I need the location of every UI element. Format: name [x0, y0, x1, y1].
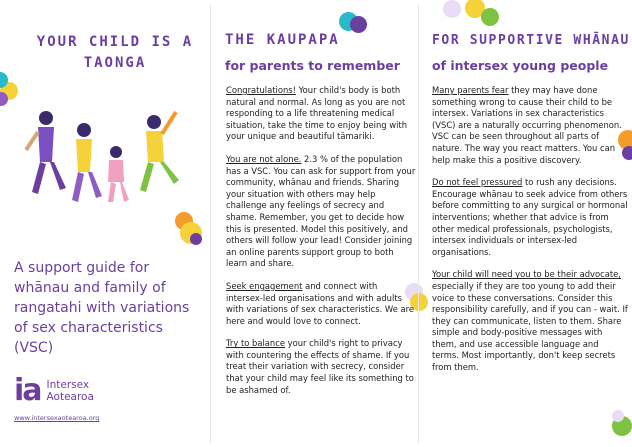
- paragraph: [226, 85, 416, 143]
- paragraph: [432, 269, 628, 373]
- family-walking-illustration: [16, 100, 186, 210]
- paragraph-lead: Try to balance: [226, 338, 285, 349]
- paragraph: [226, 154, 416, 270]
- paragraph-text: they may have done something wrong to cause their child to be intersex. Variations in sex characteristics (VSC) are a naturally occurring phenomenon. VSC can be seen throughout all parts of nature. The way you react matters. You can help make this a positive discovery.: [432, 85, 622, 165]
- paragraph-text: Your child's body is both natural and normal. As long as you are not responding to a life threatening medical situation, take the time to enjoy being with your unique and beautiful tāmariki.: [226, 85, 408, 142]
- logo-wordmark: [47, 379, 94, 403]
- section-subheading: for parents to remember: [225, 58, 400, 73]
- paragraph-text: and connect with intersex-led organisations and with adults with variations of sex characteristics. We are here and would love to connect.: [226, 280, 415, 326]
- paragraph: [432, 85, 628, 166]
- paragraph-text: to rush any decisions. Encourage whānau to seek advice from others before committing to any surgical or hormonal interventions; whether that advice is from other medical professionals, psychologists, intersex individuals or intersex-led organisations.: [432, 177, 628, 257]
- panel-left: [0, 0, 210, 447]
- cover-title: YOUR CHILD IS A TAONGA: [36, 34, 194, 71]
- paragraph-text: 2.3 % of the population has a VSC. You can ask for support from your community, whānau and friends. Sharing your situation with others may help challenge any feelings of secrecy and shame. Remember, you get to decide how this is presented. Model this positively, and others will follow your lead! Consider joining an online parents support group to both learn and share.: [226, 153, 416, 269]
- paragraph-lead: You are not alone.: [226, 153, 302, 164]
- logo-line-1: Intersex: [46, 379, 90, 391]
- paragraph: [226, 281, 416, 327]
- paragraph-lead: Congratulations!: [226, 85, 296, 95]
- paragraph-lead: Seek engagement: [226, 280, 303, 291]
- section-heading: THE KAUPAPA: [225, 32, 340, 48]
- section-heading: FOR SUPPORTIVE WHĀNAU: [432, 33, 630, 48]
- website-link[interactable]: www.intersexaotearoa.org: [14, 414, 100, 422]
- paragraph-lead: Many parents fear: [432, 85, 509, 95]
- paragraph: [226, 338, 416, 396]
- section-body: [226, 85, 416, 407]
- guide-description: A support guide for whānau and family of rangatahi with variations of sex characteristics (VSC): [14, 260, 190, 356]
- paragraph-lead: Do not feel pressured: [432, 177, 523, 188]
- paragraph: [432, 177, 628, 258]
- panel-right: [420, 0, 632, 447]
- column-divider: [418, 4, 419, 444]
- paragraph-text: your child's right to privacy with countering the effects of shame. If you treat their variation with secrecy, consider that your child may feel like its something to be ashamed of.: [226, 338, 414, 395]
- paragraph-text: especially if they are too young to add their voice to these conversations. Consider this responsibility carefully, and if you can - wait. If they can communicate, listen to them. Share simple and body-positive messages with them, and use accessible language and terms. Most importantly, don't keep secrets from them.: [432, 280, 628, 373]
- paragraph-lead: Your child will need you to be their advocate,: [432, 269, 621, 280]
- panel-middle: [211, 0, 417, 447]
- organisation-logo: [14, 373, 94, 408]
- section-subheading: of intersex young people: [432, 58, 609, 73]
- logo-line-2: Aotearoa: [46, 391, 94, 403]
- section-body: [432, 85, 628, 385]
- logo-mark: ia: [14, 373, 41, 408]
